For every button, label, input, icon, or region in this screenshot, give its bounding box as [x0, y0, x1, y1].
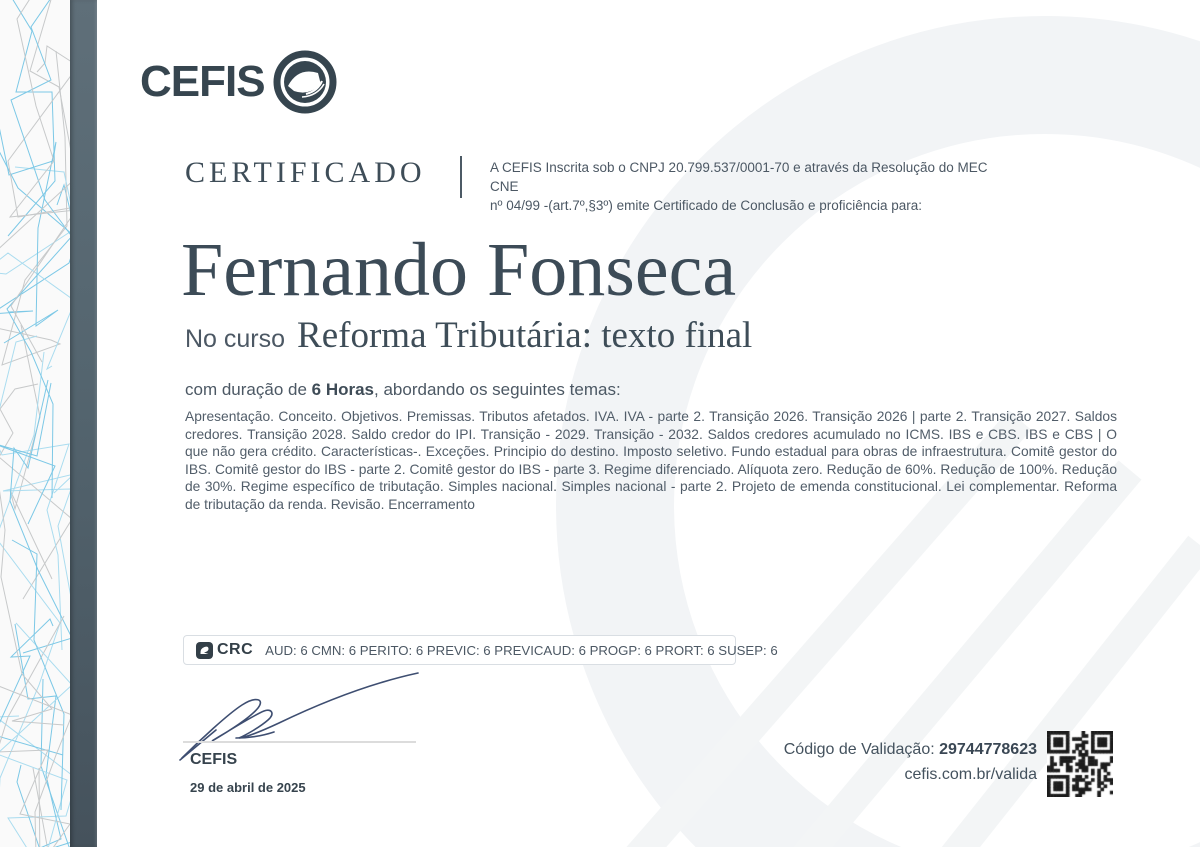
crc-points: AUD: 6 CMN: 6 PERITO: 6 PREVIC: 6 PREVICAUD: 6 PROGP: 6 PRORT: 6 SUSEP: 6: [265, 642, 778, 658]
accent-side-bar: [70, 0, 97, 847]
issuer-line-1: A CEFIS Inscrita sob o CNPJ 20.799.537/0001-70 e através da Resolução do MEC CNE: [490, 160, 988, 194]
crc-accreditation-box: [183, 635, 778, 665]
qr-code: [1047, 731, 1113, 797]
brand-logo: [140, 50, 337, 114]
signature-icon: [178, 666, 423, 761]
course-title: Reforma Tributária: texto final: [297, 315, 753, 356]
issue-date: 29 de abril de 2025: [190, 780, 306, 795]
crc-icon: [196, 642, 213, 659]
crc-logo: [196, 641, 253, 659]
plexus-lines: [0, 0, 70, 847]
validation-code: 29744778623: [939, 741, 1037, 758]
brand-logo-text: CEFIS: [140, 57, 265, 106]
header-divider: [460, 156, 462, 198]
validation-code-line: [784, 737, 1037, 762]
crc-logo-text: CRC: [217, 641, 254, 658]
plexus-pattern-strip: [0, 0, 70, 847]
duration-value: 6 Horas: [311, 380, 375, 399]
issuer-statement: [490, 158, 1010, 215]
signer-name: CEFIS: [190, 751, 238, 768]
validation-block: [784, 737, 1037, 787]
course-topics: Apresentação. Conceito. Objetivos. Premissas. Tributos afetados. IVA. IVA - parte 2. Transição 2026. Transição 2026 | parte 2. Transição 2027. Saldos credores. Transição 2028. Saldo credor do IPI. Transição - 2029. Transição - 2032. Saldos credores acumulado no ICMS. IBS e CBS. IBS e CBS | O que não gera crédito. Características-. Exceções. Principio do destino. Imposto seletivo. Fundo estadual para obras de infraestrutura. Comitê gestor do IBS. Comitê gestor do IBS - parte 2. Comitê gestor do IBS - parte 3. Regime diferenciado. Alíquota zero. Redução de 60%. Redução de 100%. Redução de 30%. Regime específico de tributação. Simples nacional. Simples nacional - parte 2. Projeto de emenda constitucional. Lei complementar. Reforma de tributação da renda. Revisão. Encerramento: [185, 409, 1117, 512]
recipient-name: Fernando Fonseca: [181, 228, 737, 312]
validation-url[interactable]: cefis.com.br/valida: [904, 766, 1037, 783]
validation-label: Código de Validação:: [783, 741, 940, 758]
certificate-title: CERTIFICADO: [185, 156, 426, 189]
duration-suffix: , abordando os seguintes temas:: [374, 380, 621, 399]
issuer-line-2: nº 04/99 -(art.7º,§3º) emite Certificado de Conclusão e proficiência para:: [490, 198, 923, 213]
cefis-pages-icon: [273, 50, 337, 114]
course-line: [185, 314, 752, 357]
duration-prefix: com duração de: [185, 380, 312, 399]
course-prefix: No curso: [185, 325, 286, 353]
course-duration-line: [185, 380, 621, 400]
signature-line: [183, 741, 416, 743]
